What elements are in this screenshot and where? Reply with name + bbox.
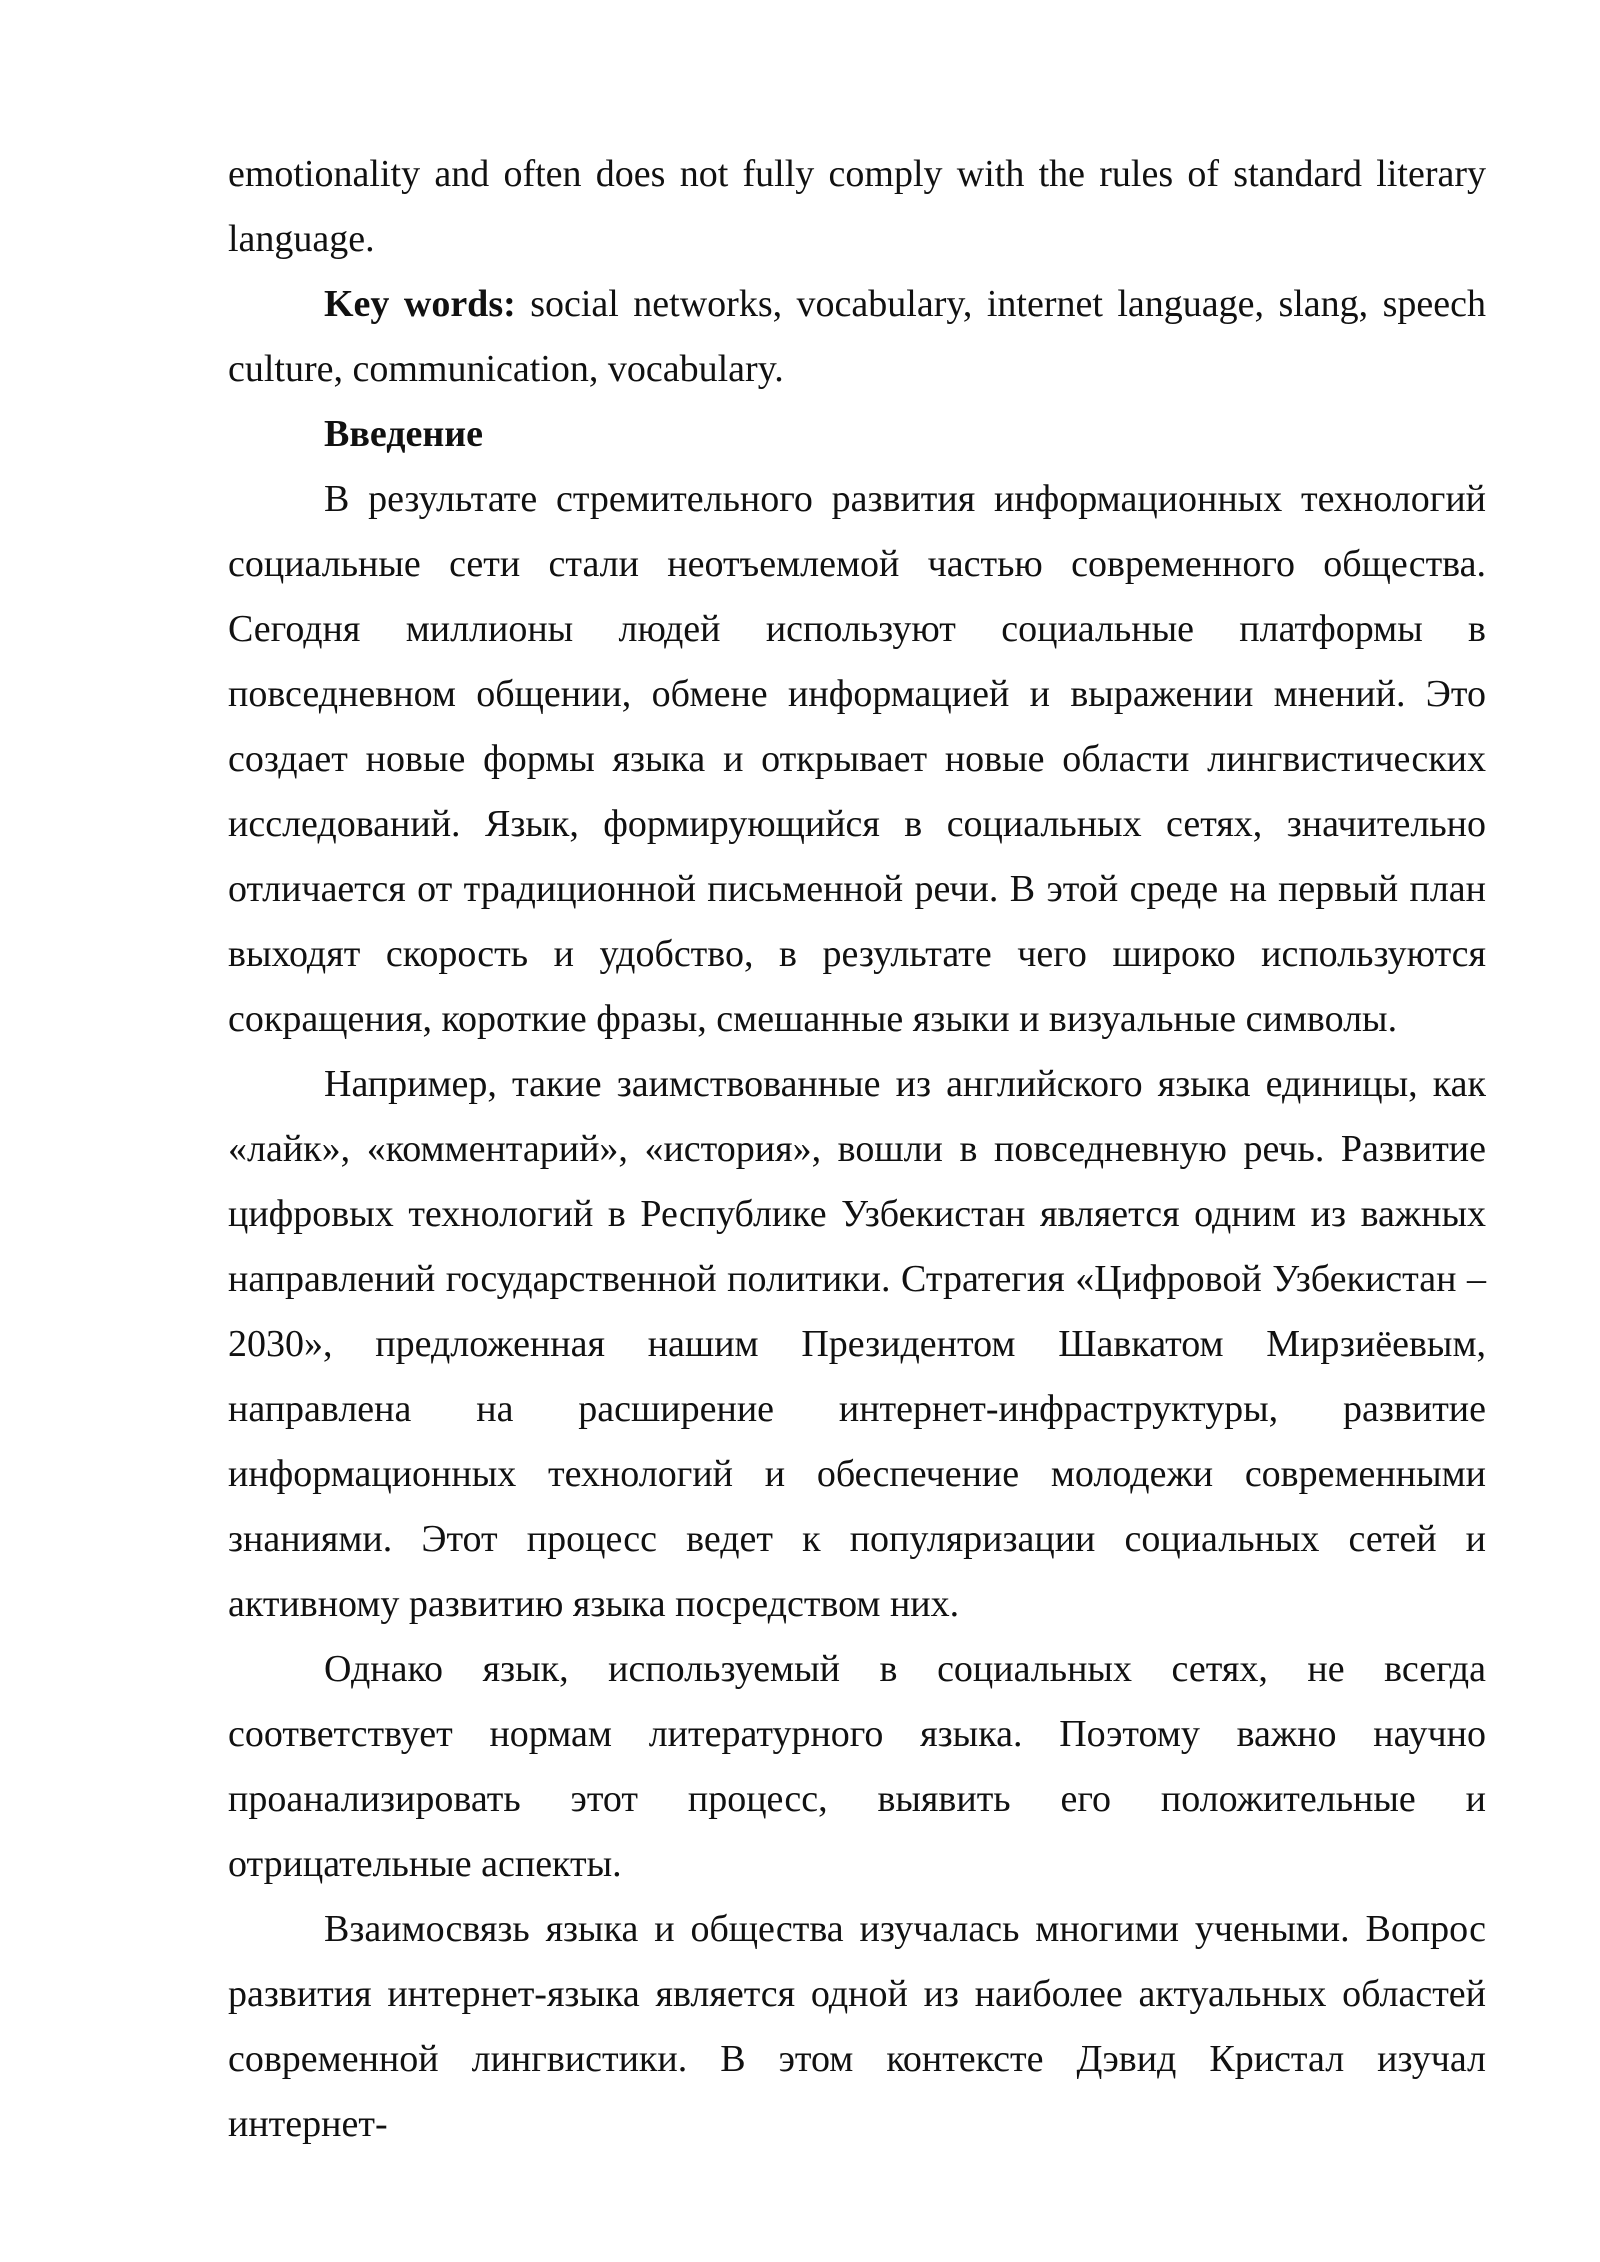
keywords-paragraph <box>228 272 1486 402</box>
text-column <box>228 142 1486 2157</box>
body-paragraph: Однако язык, используемый в социальных сетях, не всегда соответствует нормам литературного языка. Поэтому важно научно проанализировать этот процесс, выявить его положительные и отрицательные аспекты. <box>228 1648 1486 1885</box>
keywords-text: social networks, vocabulary, internet language, slang, speech culture, communication, vocabulary. <box>228 283 1486 390</box>
keywords-label: Key words: <box>324 283 516 325</box>
body-paragraph: В результате стремительного развития информационных технологий социальные сети стали неотъемлемой частью современного общества. Сегодня миллионы людей используют социальные платформы в повседневном общении, обмене информацией и выражении мнений. Это создает новые формы языка и открывает новые области лингвистических исследований. Язык, формирующийся в социальных сетях, значительно отличается от традиционной письменной речи. В этой среде на первый план выходят скорость и удобство, в результате чего широко используются сокращения, короткие фразы, смешанные языки и визуальные символы. <box>228 478 1486 1040</box>
body-paragraph: Взаимосвязь языка и общества изучалась многими учеными. Вопрос развития интернет-языка является одной из наиболее актуальных областей современной лингвистики. В этом контексте Дэвид Кристал изучал интернет- <box>228 1908 1486 2145</box>
abstract-continuation: emotionality and often does not fully comply with the rules of standard literary language. <box>228 153 1486 260</box>
section-heading: Введение <box>324 413 483 455</box>
body-paragraph: Например, такие заимствованные из английского языка единицы, как «лайк», «комментарий», «история», вошли в повседневную речь. Развитие цифровых технологий в Республике Узбекистан является одним из важных направлений государственной политики. Стратегия «Цифровой Узбекистан – 2030», предложенная нашим Президентом Шавкатом Мирзиёевым, направлена на расширение интернет-инфраструктуры, развитие информационных технологий и обеспечение молодежи современными знаниями. Этот процесс ведет к популяризации социальных сетей и активному развитию языка посредством них. <box>228 1063 1486 1625</box>
